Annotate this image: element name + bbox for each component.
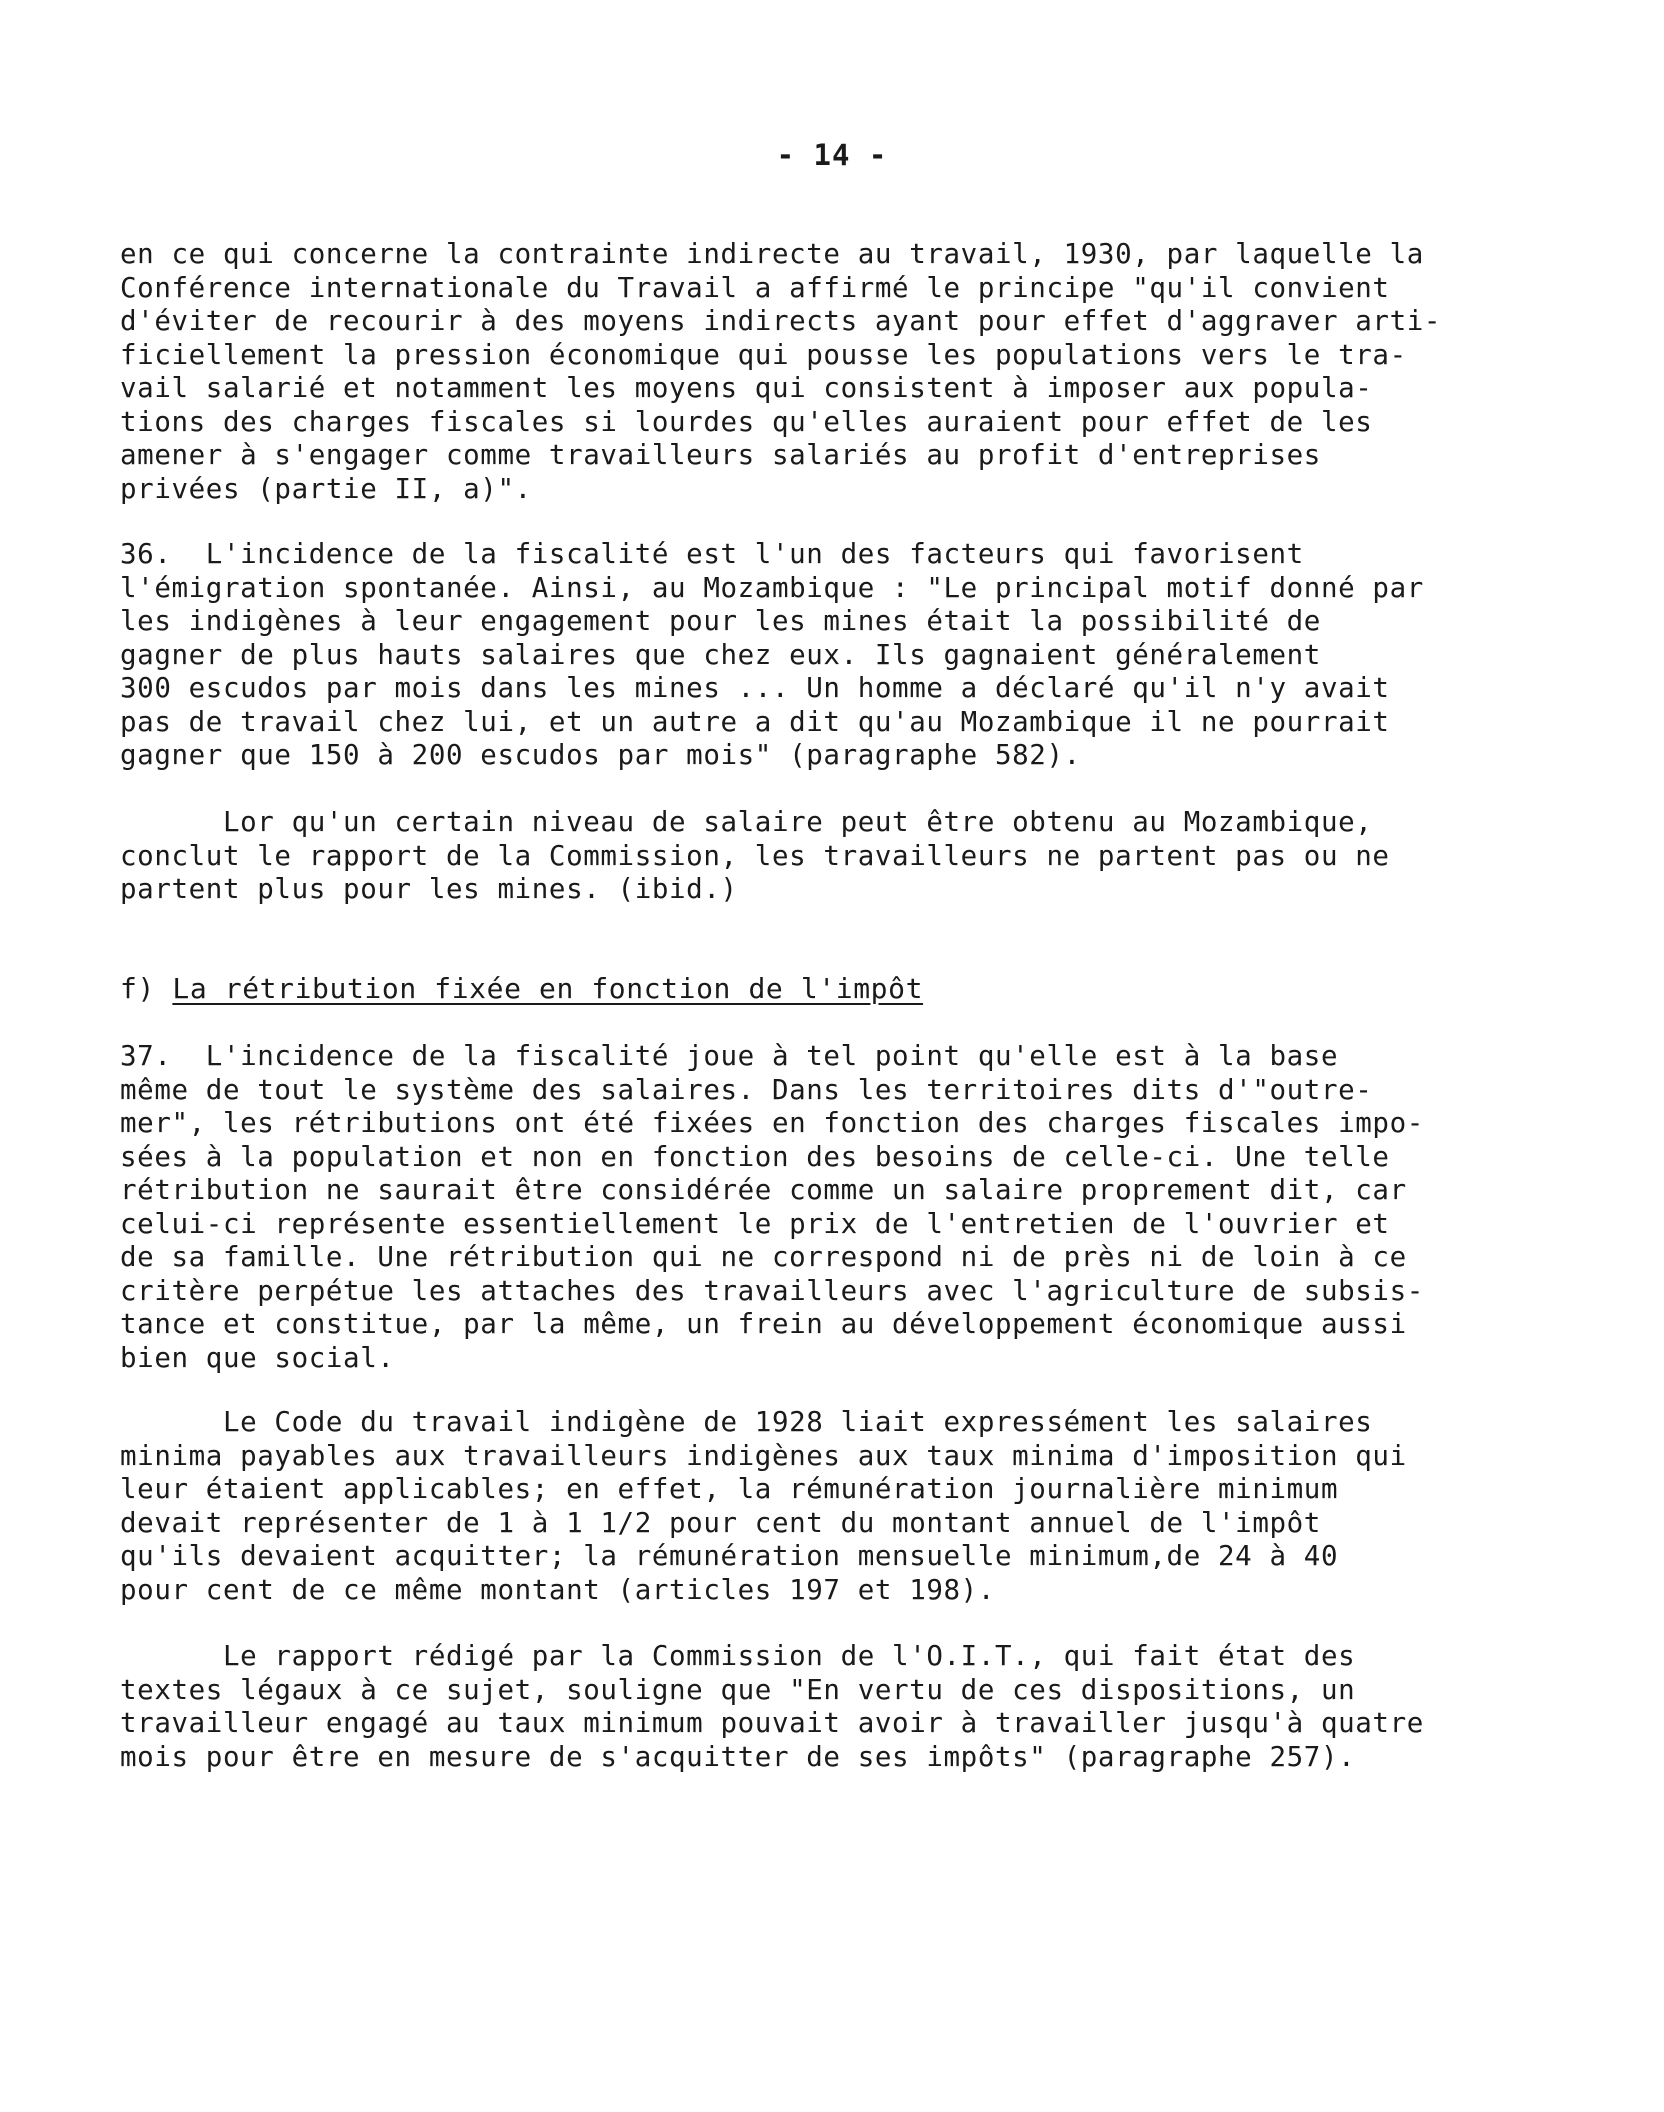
text-line: de sa famille. Une rétribution qui ne correspond ni de près ni de loin à ce [120, 1241, 1407, 1273]
text-line: tions des charges fiscales si lourdes qu'elles auraient pour effet de les [120, 405, 1373, 438]
paragraph-code-du-travail [120, 1406, 1520, 1607]
text-line: critère perpétue les attaches des travailleurs avec l'agriculture de subsis- [120, 1274, 1424, 1307]
text-line: bien que social. [120, 1341, 395, 1374]
text-line: pour cent de ce même montant (articles 197 et 198). [120, 1573, 995, 1606]
text-line: 36. L'incidence de la fiscalité est l'un des facteurs qui favorisent [120, 538, 1304, 570]
paragraph-rapport-oit [120, 1640, 1520, 1774]
text-line: devait représenter de 1 à 1 1/2 pour cent du montant annuel de l'impôt [120, 1506, 1321, 1539]
text-line: en ce qui concerne la contrainte indirecte au travail, 1930, par laquelle la [120, 238, 1424, 270]
text-line: rétribution ne saurait être considérée comme un salaire proprement dit, car [120, 1174, 1407, 1206]
text-line: gagner que 150 à 200 escudos par mois" (paragraphe 582). [120, 739, 1081, 771]
text-line: Le Code du travail indigène de 1928 liait expressément les salaires [120, 1406, 1373, 1438]
text-line: même de tout le système des salaires. Dans les territoires dits d'"outre- [120, 1073, 1373, 1106]
text-line: privées (partie II, a)". [120, 472, 532, 505]
text-line: qu'ils devaient acquitter; la rémunération mensuelle minimum,de 24 à 40 [120, 1540, 1339, 1572]
text-line: tance et constitue, par la même, un frein au développement économique aussi [120, 1308, 1407, 1340]
text-line: amener à s'engager comme travailleurs salariés au profit d'entreprises [120, 439, 1321, 471]
text-line: Le rapport rédigé par la Commission de l'O.I.T., qui fait état des [120, 1640, 1356, 1672]
text-line: leur étaient applicables; en effet, la rémunération journalière minimum [120, 1473, 1339, 1505]
text-line: travailleur engagé au taux minimum pouvait avoir à travailler jusqu'à quatre [120, 1707, 1424, 1739]
section-heading [120, 972, 923, 1006]
text-line: Conférence internationale du Travail a affirmé le principe "qu'il convient [120, 271, 1390, 304]
text-line: pas de travail chez lui, et un autre a dit qu'au Mozambique il ne pourrait [120, 705, 1390, 738]
paragraph-36-continued [120, 806, 1520, 907]
text-line: 300 escudos par mois dans les mines ... Un homme a déclaré qu'il n'y avait [120, 672, 1390, 704]
text-line: Lor qu'un certain niveau de salaire peut être obtenu au Mozambique, [120, 806, 1373, 838]
text-line: conclut le rapport de la Commission, les travailleurs ne partent pas ou ne [120, 839, 1390, 872]
section-heading-prefix: f) [120, 972, 173, 1005]
text-line: l'émigration spontanée. Ainsi, au Mozambique : "Le principal motif donné par [120, 571, 1424, 604]
page-number: - 14 - [776, 138, 888, 172]
text-line: textes légaux à ce sujet, souligne que "En vertu de ces dispositions, un [120, 1673, 1356, 1706]
text-line: mer", les rétributions ont été fixées en fonction des charges fiscales impo- [120, 1107, 1424, 1139]
text-line: sées à la population et non en fonction des besoins de celle-ci. Une telle [120, 1140, 1390, 1173]
text-line: partent plus pour les mines. (ibid.) [120, 873, 738, 905]
paragraph-37 [120, 1040, 1520, 1375]
text-line: d'éviter de recourir à des moyens indirects ayant pour effet d'aggraver arti- [120, 305, 1442, 337]
paragraph-36 [120, 538, 1520, 773]
text-line: 37. L'incidence de la fiscalité joue à tel point qu'elle est à la base [120, 1040, 1339, 1072]
text-line: celui-ci représente essentiellement le prix de l'entretien de l'ouvrier et [120, 1207, 1390, 1240]
text-line: gagner de plus hauts salaires que chez eux. Ils gagnaient généralement [120, 638, 1321, 671]
paragraph-1 [120, 238, 1520, 506]
text-line: minima payables aux travailleurs indigènes aux taux minima d'imposition qui [120, 1439, 1407, 1472]
text-line: ficiellement la pression économique qui pousse les populations vers le tra- [120, 338, 1407, 371]
text-line: les indigènes à leur engagement pour les mines était la possibilité de [120, 605, 1321, 637]
text-line: vail salarié et notamment les moyens qui consistent à imposer aux popula- [120, 372, 1373, 404]
text-line: mois pour être en mesure de s'acquitter de ses impôts" (paragraphe 257). [120, 1740, 1356, 1773]
section-heading-title: La rétribution fixée en fonction de l'impôt [172, 972, 924, 1005]
